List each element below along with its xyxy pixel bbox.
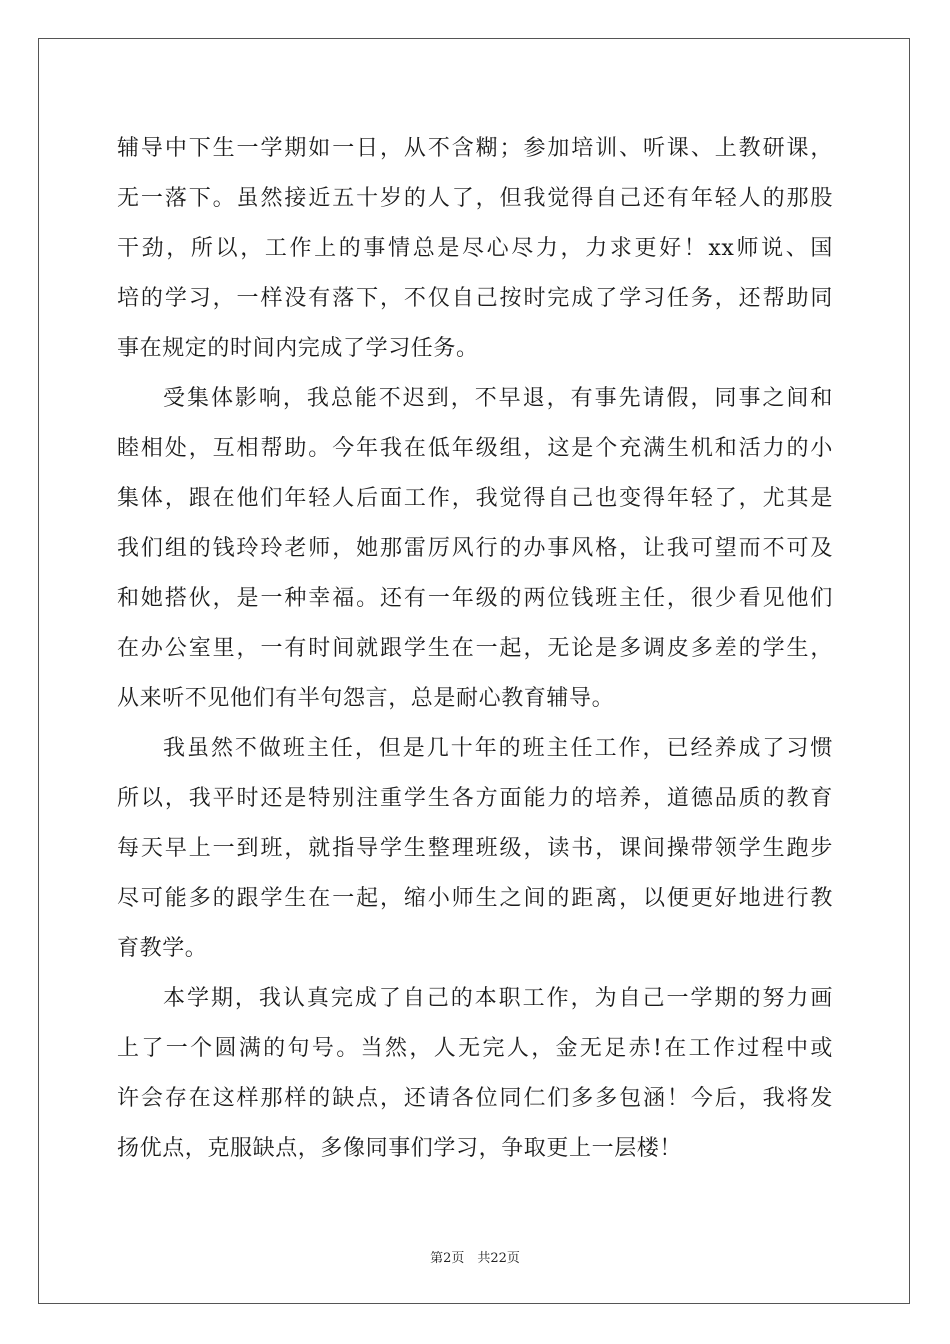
text-line: 尽可能多的跟学生在一起，缩小师生之间的距离，以便更好地进行教: [117, 886, 833, 911]
text-line: 干劲，所以，工作上的事情总是尽心尽力，力求更好！xx师说、国: [117, 236, 833, 261]
text-line: 所以，我平时还是特别注重学生各方面能力的培养，道德品质的教育: [117, 786, 833, 811]
page-number: 第2页 共22页: [430, 1251, 520, 1266]
text-line: 和她搭伙，是一种幸福。还有一年级的两位钱班主任，很少看见他们: [117, 586, 833, 611]
text-line: 我虽然不做班主任，但是几十年的班主任工作，已经养成了习惯: [163, 736, 833, 761]
text-line: 许会存在这样那样的缺点，还请各位同仁们多多包涵！今后，我将发: [117, 1086, 833, 1111]
paragraph-4: [117, 974, 833, 1174]
text-line: 无一落下。虽然接近五十岁的人了，但我觉得自己还有年轻人的那股: [117, 186, 833, 211]
text-line: 辅导中下生一学期如一日，从不含糊；参加培训、听课、上教研课，: [117, 136, 833, 161]
text-line: 培的学习，一样没有落下，不仅自己按时完成了学习任务，还帮助同: [117, 286, 833, 311]
text-line: 上了一个圆满的句号。当然，人无完人，金无足赤!在工作过程中或: [117, 1036, 833, 1061]
paragraph-2: [117, 374, 833, 724]
paragraph-3: [117, 724, 833, 974]
text-line: 集体，跟在他们年轻人后面工作，我觉得自己也变得年轻了，尤其是: [117, 486, 833, 511]
text-line: 每天早上一到班，就指导学生整理班级，读书，课间操带领学生跑步: [117, 836, 833, 861]
text-line: 扬优点，克服缺点，多像同事们学习，争取更上一层楼！: [117, 1136, 683, 1161]
text-line: 育教学。: [117, 936, 208, 961]
document-body: [117, 124, 833, 1174]
text-line: 睦相处，互相帮助。今年我在低年级组，这是个充满生机和活力的小: [117, 436, 833, 461]
text-line: 我们组的钱玲玲老师，她那雷厉风行的办事风格，让我可望而不可及: [117, 536, 833, 561]
text-line: 本学期，我认真完成了自己的本职工作，为自己一学期的努力画: [163, 986, 833, 1011]
text-line: 受集体影响，我总能不迟到，不早退，有事先请假，同事之间和: [163, 386, 833, 411]
text-line: 在办公室里，一有时间就跟学生在一起，无论是多调皮多差的学生，: [117, 636, 833, 661]
text-line: 事在规定的时间内完成了学习任务。: [117, 336, 479, 361]
paragraph-1: [117, 124, 833, 374]
text-line: 从来听不见他们有半句怨言，总是耐心教育辅导。: [117, 686, 615, 711]
